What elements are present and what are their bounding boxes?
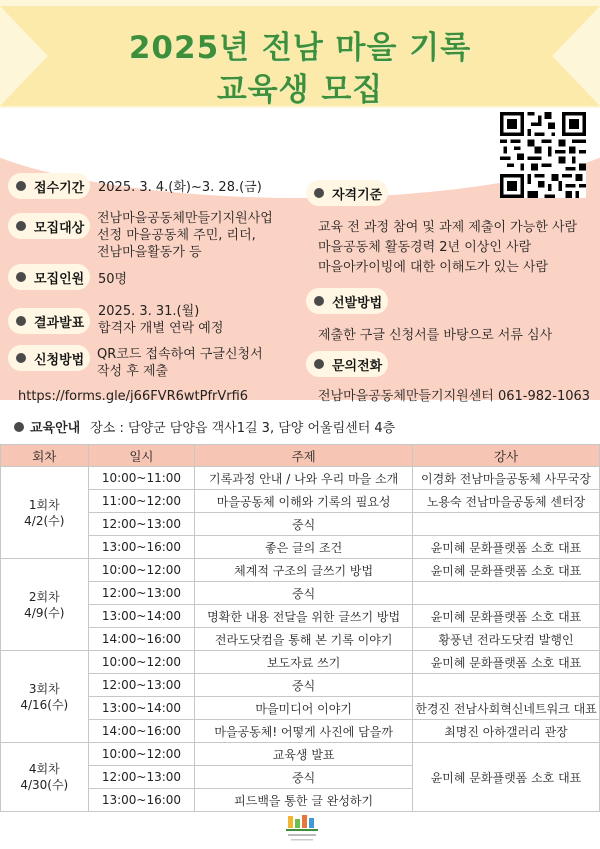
- contact-value: 전남마을공동체만들기지원센터 061-982-1063: [318, 389, 591, 404]
- table-row: [1, 582, 600, 605]
- time-cell: 10:00~12:00: [88, 559, 195, 582]
- schedule-table: [0, 444, 600, 812]
- lecturer-cell: [413, 582, 600, 605]
- lecturer-cell: [413, 674, 600, 697]
- header-lecturer: 강사: [413, 445, 600, 467]
- table-row: [1, 536, 600, 559]
- topic-cell: 중식: [195, 513, 413, 536]
- topic-cell: 중식: [195, 674, 413, 697]
- time-cell: 12:00~13:00: [88, 674, 195, 697]
- time-cell: 10:00~12:00: [88, 743, 195, 766]
- lecturer-cell: 황풍년 전라도닷컴 발행인: [413, 628, 600, 651]
- time-cell: 14:00~16:00: [88, 720, 195, 743]
- page-title-line1: 2025년 전남 마을 기록: [128, 30, 472, 66]
- topic-cell: 중식: [195, 766, 413, 789]
- apply-method-value: QR코드 접속하여 구글신청서 작성 후 제출: [97, 347, 263, 379]
- selection-value: 제출한 구글 신청서를 바탕으로 서류 심사: [318, 328, 553, 343]
- time-cell: 14:00~16:00: [88, 628, 195, 651]
- lecturer-cell: 한경진 전남사회혁신네트워크 대표: [413, 697, 600, 720]
- lecturer-cell: [413, 513, 600, 536]
- topic-cell: 전라도닷컴을 통해 본 기록 이야기: [195, 628, 413, 651]
- result-label: 결과발표: [8, 308, 90, 334]
- topic-cell: 기록과정 안내 / 나와 우리 마을 소개: [195, 467, 413, 490]
- qualification-value: 교육 전 과정 참여 및 과제 제출이 가능한 사람 마을공동체 활동경력 2년 이상인 사람 마을아카이빙에 대한 이해도가 있는 사람: [318, 220, 578, 275]
- topic-cell: 체계적 구조의 글쓰기 방법: [195, 559, 413, 582]
- table-header-row: [1, 445, 600, 467]
- topic-cell: 명확한 내용 전달을 위한 글쓰기 방법: [195, 605, 413, 628]
- lecturer-cell: 윤미혜 문화플랫폼 소호 대표: [413, 536, 600, 559]
- session-cell: 3회차 4/16(수): [1, 651, 89, 743]
- headcount-value: 50명: [98, 272, 128, 287]
- table-row: [1, 651, 600, 674]
- time-cell: 12:00~13:00: [88, 582, 195, 605]
- lecturer-cell: 윤미혜 문화플랫폼 소호 대표: [413, 605, 600, 628]
- topic-cell: 좋은 글의 조건: [195, 536, 413, 559]
- bullet-dot-icon: [16, 272, 26, 282]
- qualification-label: 자격기준: [306, 180, 388, 206]
- apply-method-label: 신청방법: [8, 345, 90, 371]
- time-cell: 12:00~13:00: [88, 766, 195, 789]
- lecturer-cell: 윤미혜 문화플랫폼 소호 대표: [413, 559, 600, 582]
- time-cell: 13:00~14:00: [88, 605, 195, 628]
- headcount-label: 모집인원: [8, 264, 90, 290]
- qr-code-icon[interactable]: [500, 112, 586, 198]
- bullet-dot-icon: [314, 296, 324, 306]
- lecturer-cell: 최명진 아하갤러리 관장: [413, 720, 600, 743]
- session-cell: 1회차 4/2(수): [1, 467, 89, 559]
- bullet-dot-icon: [314, 359, 324, 369]
- time-cell: 13:00~16:00: [88, 536, 195, 559]
- table-row: [1, 628, 600, 651]
- topic-cell: 피드백을 통한 글 완성하기: [195, 789, 413, 812]
- topic-cell: 마을공동체 이해와 기록의 필요성: [195, 490, 413, 513]
- topic-cell: 보도자료 쓰기: [195, 651, 413, 674]
- target-label: 모집대상: [8, 213, 90, 239]
- apply-form-link[interactable]: https://forms.gle/j66FVR6wtPfrVrfi6: [18, 389, 249, 404]
- bullet-dot-icon: [16, 353, 26, 363]
- bullet-dot-icon: [16, 221, 26, 231]
- result-value: 2025. 3. 31.(월) 합격자 개별 연락 예정: [98, 304, 224, 336]
- table-row: [1, 605, 600, 628]
- bullet-dot-icon: [16, 316, 26, 326]
- header-topic: 주제: [195, 445, 413, 467]
- table-row: [1, 743, 600, 766]
- table-row: [1, 513, 600, 536]
- topic-cell: 교육생 발표: [195, 743, 413, 766]
- time-cell: 10:00~11:00: [88, 467, 195, 490]
- reception-period-label: 접수기간: [8, 173, 90, 199]
- selection-label: 선발방법: [306, 288, 388, 314]
- table-row: [1, 674, 600, 697]
- time-cell: 12:00~13:00: [88, 513, 195, 536]
- time-cell: 13:00~16:00: [88, 789, 195, 812]
- table-row: [1, 467, 600, 490]
- target-value: 전남마을공동체만들기지원사업 선정 마을공동체 주민, 리더, 전남마을활동가 등: [97, 211, 273, 260]
- lecturer-cell: 윤미혜 문화플랫폼 소호 대표: [413, 743, 600, 812]
- bullet-dot-icon: [14, 422, 24, 432]
- lecturer-cell: 노용숙 전남마을공동체 센터장: [413, 490, 600, 513]
- table-row: [1, 720, 600, 743]
- education-info: 교육안내 장소 : 담양군 담양읍 객사1길 3, 담양 어울림센터 4층: [14, 417, 395, 436]
- table-row: [1, 490, 600, 513]
- table-row: [1, 697, 600, 720]
- bullet-dot-icon: [314, 188, 324, 198]
- contact-label: 문의전화: [306, 351, 388, 377]
- time-cell: 10:00~12:00: [88, 651, 195, 674]
- header-session: 회차: [1, 445, 89, 467]
- session-cell: 4회차 4/30(수): [1, 743, 89, 812]
- topic-cell: 마을미디어 이야기: [195, 697, 413, 720]
- education-place: 장소 : 담양군 담양읍 객사1길 3, 담양 어울림센터 4층: [90, 421, 396, 436]
- session-cell: 2회차 4/9(수): [1, 559, 89, 651]
- page-title-line2: 교육생 모집: [216, 72, 384, 108]
- time-cell: 11:00~12:00: [88, 490, 195, 513]
- header-datetime: 일시: [88, 445, 195, 467]
- topic-cell: 마을공동체! 어떻게 사진에 담을까: [195, 720, 413, 743]
- bullet-dot-icon: [16, 181, 26, 191]
- reception-period-value: 2025. 3. 4.(화)~3. 28.(금): [98, 180, 262, 195]
- table-row: [1, 559, 600, 582]
- center-logo-icon: [282, 812, 322, 844]
- lecturer-cell: 이경화 전남마을공동체 사무국장: [413, 467, 600, 490]
- lecturer-cell: 윤미혜 문화플랫폼 소호 대표: [413, 651, 600, 674]
- topic-cell: 중식: [195, 582, 413, 605]
- time-cell: 13:00~14:00: [88, 697, 195, 720]
